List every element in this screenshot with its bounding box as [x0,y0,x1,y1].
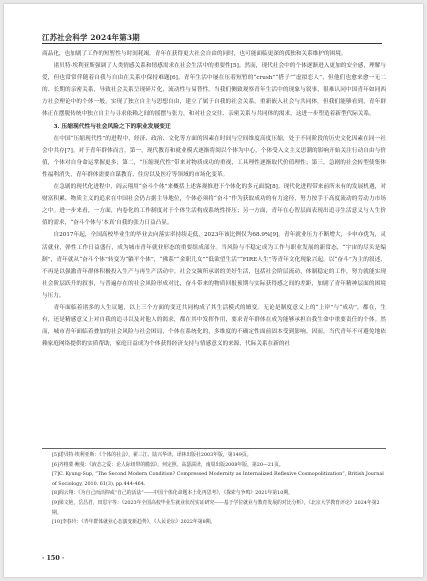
paragraph-3: 在中国“压缩现代性”的进程中，经济、政治、文化等方面的因素在时间与空间维度高度压缩，处于不同阶段的历史文化因素在同一社会中共存[7]。对于青年群体而言，第一，现代教育和就业模式逐渐将阅以个体为中心，个体受入文主义思潮的影响开始关注行动自由与价值，个体对自身命运掌握更多；第二，“压缩现代性”带来对物质成功的重视，工具理性逐渐取代价值理性；第三，急剧的社会转型使集体性福利消失，青年群体需要自谋教育、住房以及医疗等领域的市场化变革。 [42,135,386,178]
footnote-9: [9]梁文艳，岳昌君，田思宇等：《2023年全国高校毕业生就业状况实证研究——基于学位就业与教育发展的对比分析》，《北京大学教育评论》2024年第2期。 [52,499,380,516]
footnote-10: [10]李春玲：《青年群体就业心态演变新趋势》，《人民论坛》2022年第8期。 [52,519,216,526]
footnote-5: [5]诺贝特·埃利亚斯：《个体的社会》，翟三江、陆兴华译，译林出版社2003年版，第149页。 [52,452,252,458]
footnotes [42,448,386,528]
journal-page [4,4,423,577]
paragraph-6: 青年面临着诸多的人生议题，以上三个方面的变迁共同构成了其生活模式的嬗变。无论是制度意义上的“上岸”与“成功”，都在，生有，还是精感意义上对自我的追寻以及对他人的渴求，都在其中发挥作用，要求青年群体在成为能够承担自我生命中重要责任的个体。然而，城市青年面临着叠加的社会风险与社会困局，个体在系统化的，多维度的不确定性面前固本受到影响。因而，当代青年不可避免地依赖家庭网络提供的实质帮助，家庭日益成为个体获得经济支持与情感意义的来源，代际关系在新的社 [42,304,386,348]
section-heading: 3. 压缩现代性与社会风险之下的职业发展变迁 [53,123,171,130]
footnote-6: [6]齐格蒙·鲍曼：《液态之爱：论人际纽带的脆弱》，何定照、高瑟濡译，南周出版2008年版，第20—21页。 [52,461,284,468]
page-number: · 150 · [42,554,65,562]
paragraph-2: 诸贝特·埃利亚斯强调了人类情感关系和情感需求在社会生活中的重要性[5]。然而，现代社会中的个体逐渐进入更加的安全感，理解与爱，但也常常伴随着自我与自由在关系中保持难题[6]。青年生活中屡在压着短暂的“crush”“搭子”“虚拟恋人”，但他们也愈来愈一无二的、长期的亲密关系，导致社会关系呈现碎片化、流动性与易替性。当我们侧致观察青年生活中的现象与叙事，很难认同中国青年如同西方社会理论中的个体一般，实现了独立自主与思想自由，建立了属于自我的社会关系，重新嵌入社会与共同体。但我们能够看到，青年群体正在摆脱传统中独立自主与寻求依赖之间的摇摆与张力，和对社会交往、亲密关系与共同体的渴求，这进一步塑造着新型代际关系。 [42,63,386,118]
paragraph-1: 商品化，也加剧了工作的短暂性与时间耗竭。青年在获得更大社会自由的同时，也可能面临更深的孤独和关系维护的困境。 [42,51,347,57]
body-text [42,48,386,350]
paragraph-4: 在急剧的现代化进程中，阎云翔用“奋斗个体”来概括上述客观推进下个体化的多元面貌[8]。现代化进程带来前所未有的发展机遇，对财富积累、物质主义的追求在中国社会仍占据主导地位，个体必须将“奋斗”作为获取成功的有力途径，努力按手于高度流动的劳动力市场之中。进一步来看，一方面，内卷化的工作制度对于个体生活构成系统性挤压；另一方面，青年在心智层面表现出追寻生活意义与人生价值的需求，“奋斗个体与‘本真’自我的张力日益凸显。 [42,184,386,227]
running-header: 江苏社会科学 2024年第3期 [42,31,382,44]
paragraph-5: 自2017年起，全国高校毕业生的毕业去向落实率持续走低，2023年该比例仅为68.9%[9]。青年就业压力不断增大，卡申亦优为，灵活就业，弹性工作日益盛行，成为城市青年就业形态的重要组成部分。当风险与不稳定成为工作与职业发展的新常态，“宇宙的尽头是编制”，青年就从“奋斗个体”转变为“躺平个体”，“佛系”“金职儿女”“低欲望生活”“FIRE人生”等青年文化现象兴起，以“奋斗”为主的叙述、不再是以强激青年群体积极投入生产与再生产活动中。社会交频所承诺的美好生活，包括社会阶层流动，体制稳定的工作，努力就能实现社会阶层跃升的叙事，与普遍存在的社会风险形成对比，奋斗带来的物质回报预期与实际获得感之间的差距，加剧了青年精神层面的困境与压力。 [42,232,386,299]
footnote-7: [7]C. Kyung-Sup, “The Second Modern Condition? Compressed Modernity as Internalized Reflexive Cosmopolitization”, British Journal of Sociology, 2010, 61(3), pp.444-464. [52,471,384,487]
footnote-8: [8]阎云翔：《为自己而活抑或“自己的活法”——中国个体化命题本土化再思考》，《探索与争鸣》2021年第10期。 [52,490,293,497]
